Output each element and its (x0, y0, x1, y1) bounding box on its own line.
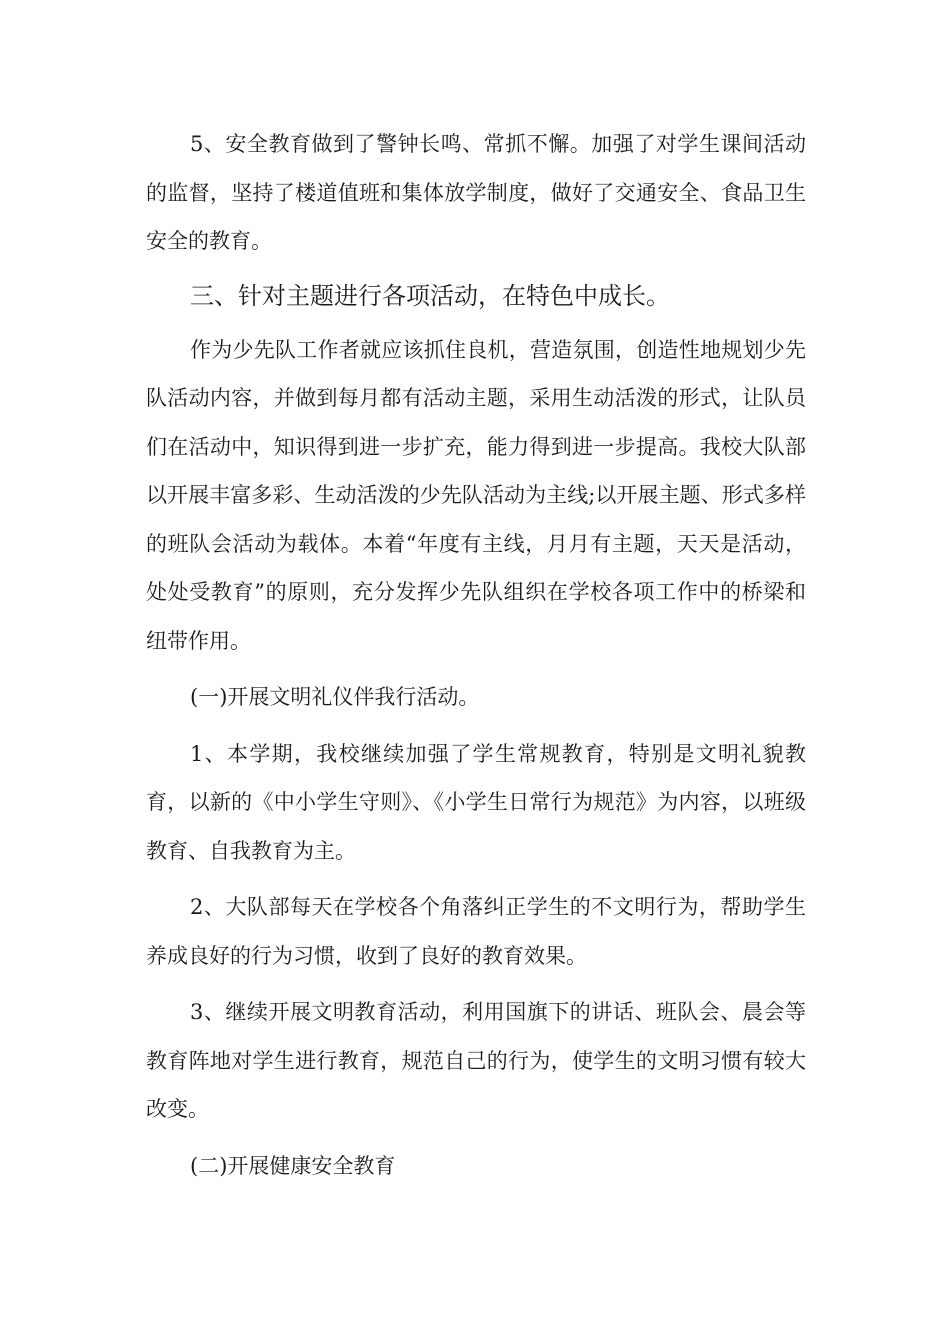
paragraph-intro: 作为少先队工作者就应该抓住良机，营造氛围，创造性地规划少先队活动内容，并做到每月都有活动主题，采用生动活泼的形式，让队员们在活动中，知识得到进一步扩充，能力得到进一步提高。我校大队部以开展丰富多彩、生动活泼的少先队活动为主线;以开展主题、形式多样的班队会活动为载体。本着“年度有主线，月月有主题，天天是活动，处处受教育”的原则，充分发挥少先队组织在学校各项工作中的桥梁和纽带作用。 (146, 337, 806, 653)
spacer (146, 980, 806, 988)
spacer (146, 665, 806, 673)
section-heading-three: 三、针对主题进行各项活动，在特色中成长。 (190, 281, 670, 310)
subheading-health-safety: (二)开展健康安全教育 (190, 1153, 396, 1178)
paragraph-item-2: 2、大队部每天在学校各个角落纠正学生的不文明行为，帮助学生养成良好的行为习惯，收到了良好的教育效果。 (146, 895, 806, 968)
spacer (146, 875, 806, 883)
paragraph-safety-education: 5、安全教育做到了警钟长鸣、常抓不懈。加强了对学生课间活动的监督，坚持了楼道值班和集体放学制度，做好了交通安全、食品卫生安全的教育。 (146, 132, 806, 253)
subheading-civility: (一)开展文明礼仪伴我行活动。 (190, 685, 480, 709)
paragraph-item-3: 3、继续开展文明教育活动，利用国旗下的讲话、班队会、晨会等教育阵地对学生进行教育，规范自己的行为，使学生的文明习惯有较大改变。 (146, 1000, 806, 1121)
spacer (146, 1134, 806, 1142)
paragraph-item-1: 1、本学期，我校继续加强了学生常规教育，特别是文明礼貌教育，以新的《中小学生守则》、《小学生日常行为规范》为内容，以班级教育、自我教育为主。 (146, 741, 806, 863)
document-body (146, 120, 806, 1190)
spacer (146, 722, 806, 730)
